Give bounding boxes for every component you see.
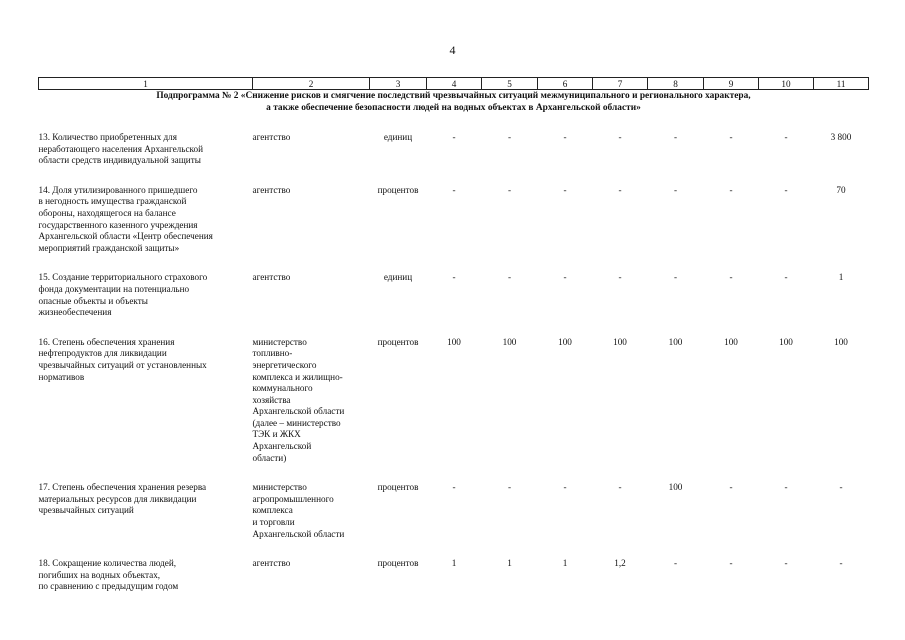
indicator-value: 100 <box>834 336 848 347</box>
indicator-value: 100 <box>668 336 683 347</box>
indicator-value: - <box>507 132 512 142</box>
indicator-name <box>39 337 253 469</box>
indicator-value: 70 <box>836 184 846 195</box>
row-spacer-cell <box>39 323 869 337</box>
indicator-value: - <box>618 272 622 283</box>
row-spacer-cell <box>39 171 869 185</box>
responsible-executor <box>253 482 370 544</box>
indicator-name-line: Архангельской области «Центр обеспечения <box>38 231 213 242</box>
indicator-name <box>39 272 253 322</box>
indicator-name <box>39 132 253 171</box>
column-number-4: 4 <box>427 78 482 90</box>
indicator-name-line: нормативов <box>38 371 85 382</box>
subprogram-title-row <box>39 90 869 133</box>
indicator-value: 1 <box>838 272 844 283</box>
indicator-value: - <box>729 132 733 142</box>
indicator-value: 1,2 <box>614 558 626 569</box>
column-number-1: 1 <box>39 78 253 90</box>
indicator-name-line: в негодность имущества гражданской <box>38 196 187 207</box>
table-row <box>39 337 869 469</box>
responsible-executor-line: ТЭК и ЖКХ <box>252 429 301 440</box>
indicator-value: - <box>673 558 678 569</box>
indicator-value: - <box>507 184 512 195</box>
indicator-name-line: по сравнению с предыдущим годом <box>38 581 179 592</box>
unit-of-measure: единиц <box>383 272 413 283</box>
indicator-name-line: обороны, находящегося на балансе <box>38 207 176 218</box>
responsible-executor-line: Архангельской области <box>252 406 345 417</box>
indicator-value: - <box>452 482 456 493</box>
column-number-3: 3 <box>370 78 427 90</box>
indicator-value: - <box>784 482 788 493</box>
indicator-value: 1 <box>507 558 512 569</box>
responsible-executor <box>253 272 370 322</box>
indicator-name-line: 16. Степень обеспечения хранения <box>38 336 175 347</box>
column-number-7: 7 <box>593 78 648 90</box>
responsible-executor-line: хозяйства <box>252 394 291 405</box>
indicator-value: - <box>452 272 456 283</box>
responsible-executor-line: (далее – министерство <box>252 417 341 428</box>
responsible-executor-line: области) <box>252 452 287 463</box>
indicator-value: - <box>563 184 567 195</box>
indicator-name-line: неработающего населения Архангельской <box>38 143 204 154</box>
indicator-value: - <box>729 184 733 195</box>
indicator-name-line: 14. Доля утилизированного пришедшего <box>38 184 198 195</box>
indicator-value: - <box>452 132 456 142</box>
indicator-value: - <box>563 132 567 142</box>
indicator-value: 100 <box>558 336 572 347</box>
indicator-name <box>39 482 253 544</box>
indicator-name-line: материальных ресурсов для ликвидации <box>38 493 197 504</box>
indicator-value: - <box>452 184 456 195</box>
indicator-value: - <box>618 184 622 195</box>
row-spacer-cell <box>39 468 869 482</box>
responsible-executor-line: агентство <box>252 184 291 195</box>
indicator-name-line: фонда документации на потенциально <box>38 283 190 294</box>
indicator-name <box>39 185 253 259</box>
indicator-value: - <box>563 482 567 493</box>
indicator-name-line: 13. Количество приобретенных для <box>38 132 177 142</box>
indicator-name-line: 17. Степень обеспечения хранения резерва <box>38 482 207 493</box>
indicator-value: - <box>784 184 788 195</box>
indicator-name-line: чрезвычайных ситуаций от установленных <box>38 359 207 370</box>
indicator-value: - <box>729 558 733 569</box>
indicator-name-line: нефтепродуктов для ликвидации <box>38 348 167 359</box>
responsible-executor-line: комплекса <box>252 505 293 516</box>
table-row <box>39 132 869 171</box>
responsible-executor <box>253 185 370 259</box>
indicator-name-line: государственного казенного учреждения <box>38 219 198 230</box>
indicator-value: 3 800 <box>830 132 852 142</box>
column-number-9: 9 <box>704 78 759 90</box>
indicator-value: - <box>563 272 567 283</box>
row-spacer-cell <box>39 258 869 272</box>
indicator-value: - <box>618 482 622 493</box>
responsible-executor-line: Архангельской <box>252 441 312 452</box>
responsible-executor-line: агентство <box>252 132 291 142</box>
indicator-value: 100 <box>724 336 738 347</box>
responsible-executor-line: министерство <box>252 482 307 493</box>
indicator-value: - <box>729 272 733 283</box>
indicator-value: 100 <box>613 336 627 347</box>
unit-of-measure: процентов <box>377 558 419 569</box>
indicator-name-line: 15. Создание территориального страхового <box>38 272 208 283</box>
subprogram-title-line-1: Подпрограмма № 2 «Снижение рисков и смягчение последствий чрезвычайных ситуаций межмуниципального и регионального характера, <box>156 91 751 101</box>
indicator-value: - <box>839 558 843 569</box>
indicator-value: - <box>673 272 678 283</box>
table-row <box>39 185 869 259</box>
indicator-value: - <box>618 132 622 142</box>
indicators-table <box>38 77 869 597</box>
responsible-executor-line: энергетического <box>252 359 317 370</box>
indicator-name-line: области средств индивидуальной защиты <box>38 155 201 166</box>
subprogram-title <box>39 90 869 133</box>
indicator-name-line: чрезвычайных ситуаций <box>38 505 134 516</box>
indicator-value: 100 <box>502 336 517 347</box>
column-number-5: 5 <box>482 78 538 90</box>
indicator-value: 100 <box>447 336 461 347</box>
responsible-executor-line: и торговли <box>252 517 295 528</box>
indicator-name <box>39 558 253 597</box>
indicator-value: 100 <box>779 336 793 347</box>
indicator-name-line: мероприятий гражданской защиты» <box>38 242 180 253</box>
indicator-name-line: 18. Сокращение количества людей, <box>38 558 177 569</box>
column-number-8: 8 <box>648 78 704 90</box>
responsible-executor <box>253 337 370 469</box>
responsible-executor-line: агропромышленного <box>252 493 334 504</box>
responsible-executor <box>253 558 370 597</box>
indicator-name-line: погибших на водных объектах, <box>38 569 161 580</box>
indicator-value: - <box>784 558 788 569</box>
row-spacer-cell <box>39 544 869 558</box>
row-spacer <box>39 468 869 482</box>
column-number-6: 6 <box>538 78 593 90</box>
indicator-value: - <box>729 482 733 493</box>
responsible-executor-line: Архангельской области <box>252 528 345 539</box>
column-number-10: 10 <box>759 78 814 90</box>
unit-of-measure: процентов <box>377 336 419 347</box>
responsible-executor-line: министерство <box>252 336 307 347</box>
table-row <box>39 482 869 544</box>
subprogram-title-line-2: а также обеспечение безопасности людей на водных объектах в Архангельской области» <box>266 102 641 113</box>
indicator-value: 1 <box>451 558 457 569</box>
responsible-executor <box>253 132 370 171</box>
column-number-11: 11 <box>814 78 869 90</box>
column-number-2: 2 <box>253 78 370 90</box>
indicator-value: - <box>507 272 512 283</box>
row-spacer <box>39 171 869 185</box>
column-number-row <box>39 78 869 90</box>
responsible-executor-line: коммунального <box>252 383 313 394</box>
table-row <box>39 558 869 597</box>
indicator-value: 100 <box>668 482 683 493</box>
responsible-executor-line: агентство <box>252 272 291 283</box>
indicator-value: - <box>784 272 788 283</box>
row-spacer <box>39 544 869 558</box>
indicator-name-line: опасные объекты и объекты <box>38 295 148 306</box>
indicator-name-line: жизнеобеспечения <box>38 307 112 318</box>
page-number: 4 <box>449 43 456 57</box>
indicator-value: - <box>673 132 678 142</box>
unit-of-measure: процентов <box>377 184 419 195</box>
indicator-value: - <box>673 184 678 195</box>
unit-of-measure: единиц <box>383 132 413 142</box>
row-spacer <box>39 323 869 337</box>
table-row <box>39 272 869 322</box>
indicator-value: - <box>839 482 843 493</box>
indicator-value: - <box>507 482 512 493</box>
responsible-executor-line: агентство <box>252 558 291 569</box>
indicator-value: - <box>784 132 788 142</box>
row-spacer <box>39 258 869 272</box>
responsible-executor-line: топливно- <box>252 348 293 359</box>
responsible-executor-line: комплекса и жилищно- <box>252 371 343 382</box>
indicator-value: 1 <box>562 558 568 569</box>
unit-of-measure: процентов <box>377 482 419 493</box>
